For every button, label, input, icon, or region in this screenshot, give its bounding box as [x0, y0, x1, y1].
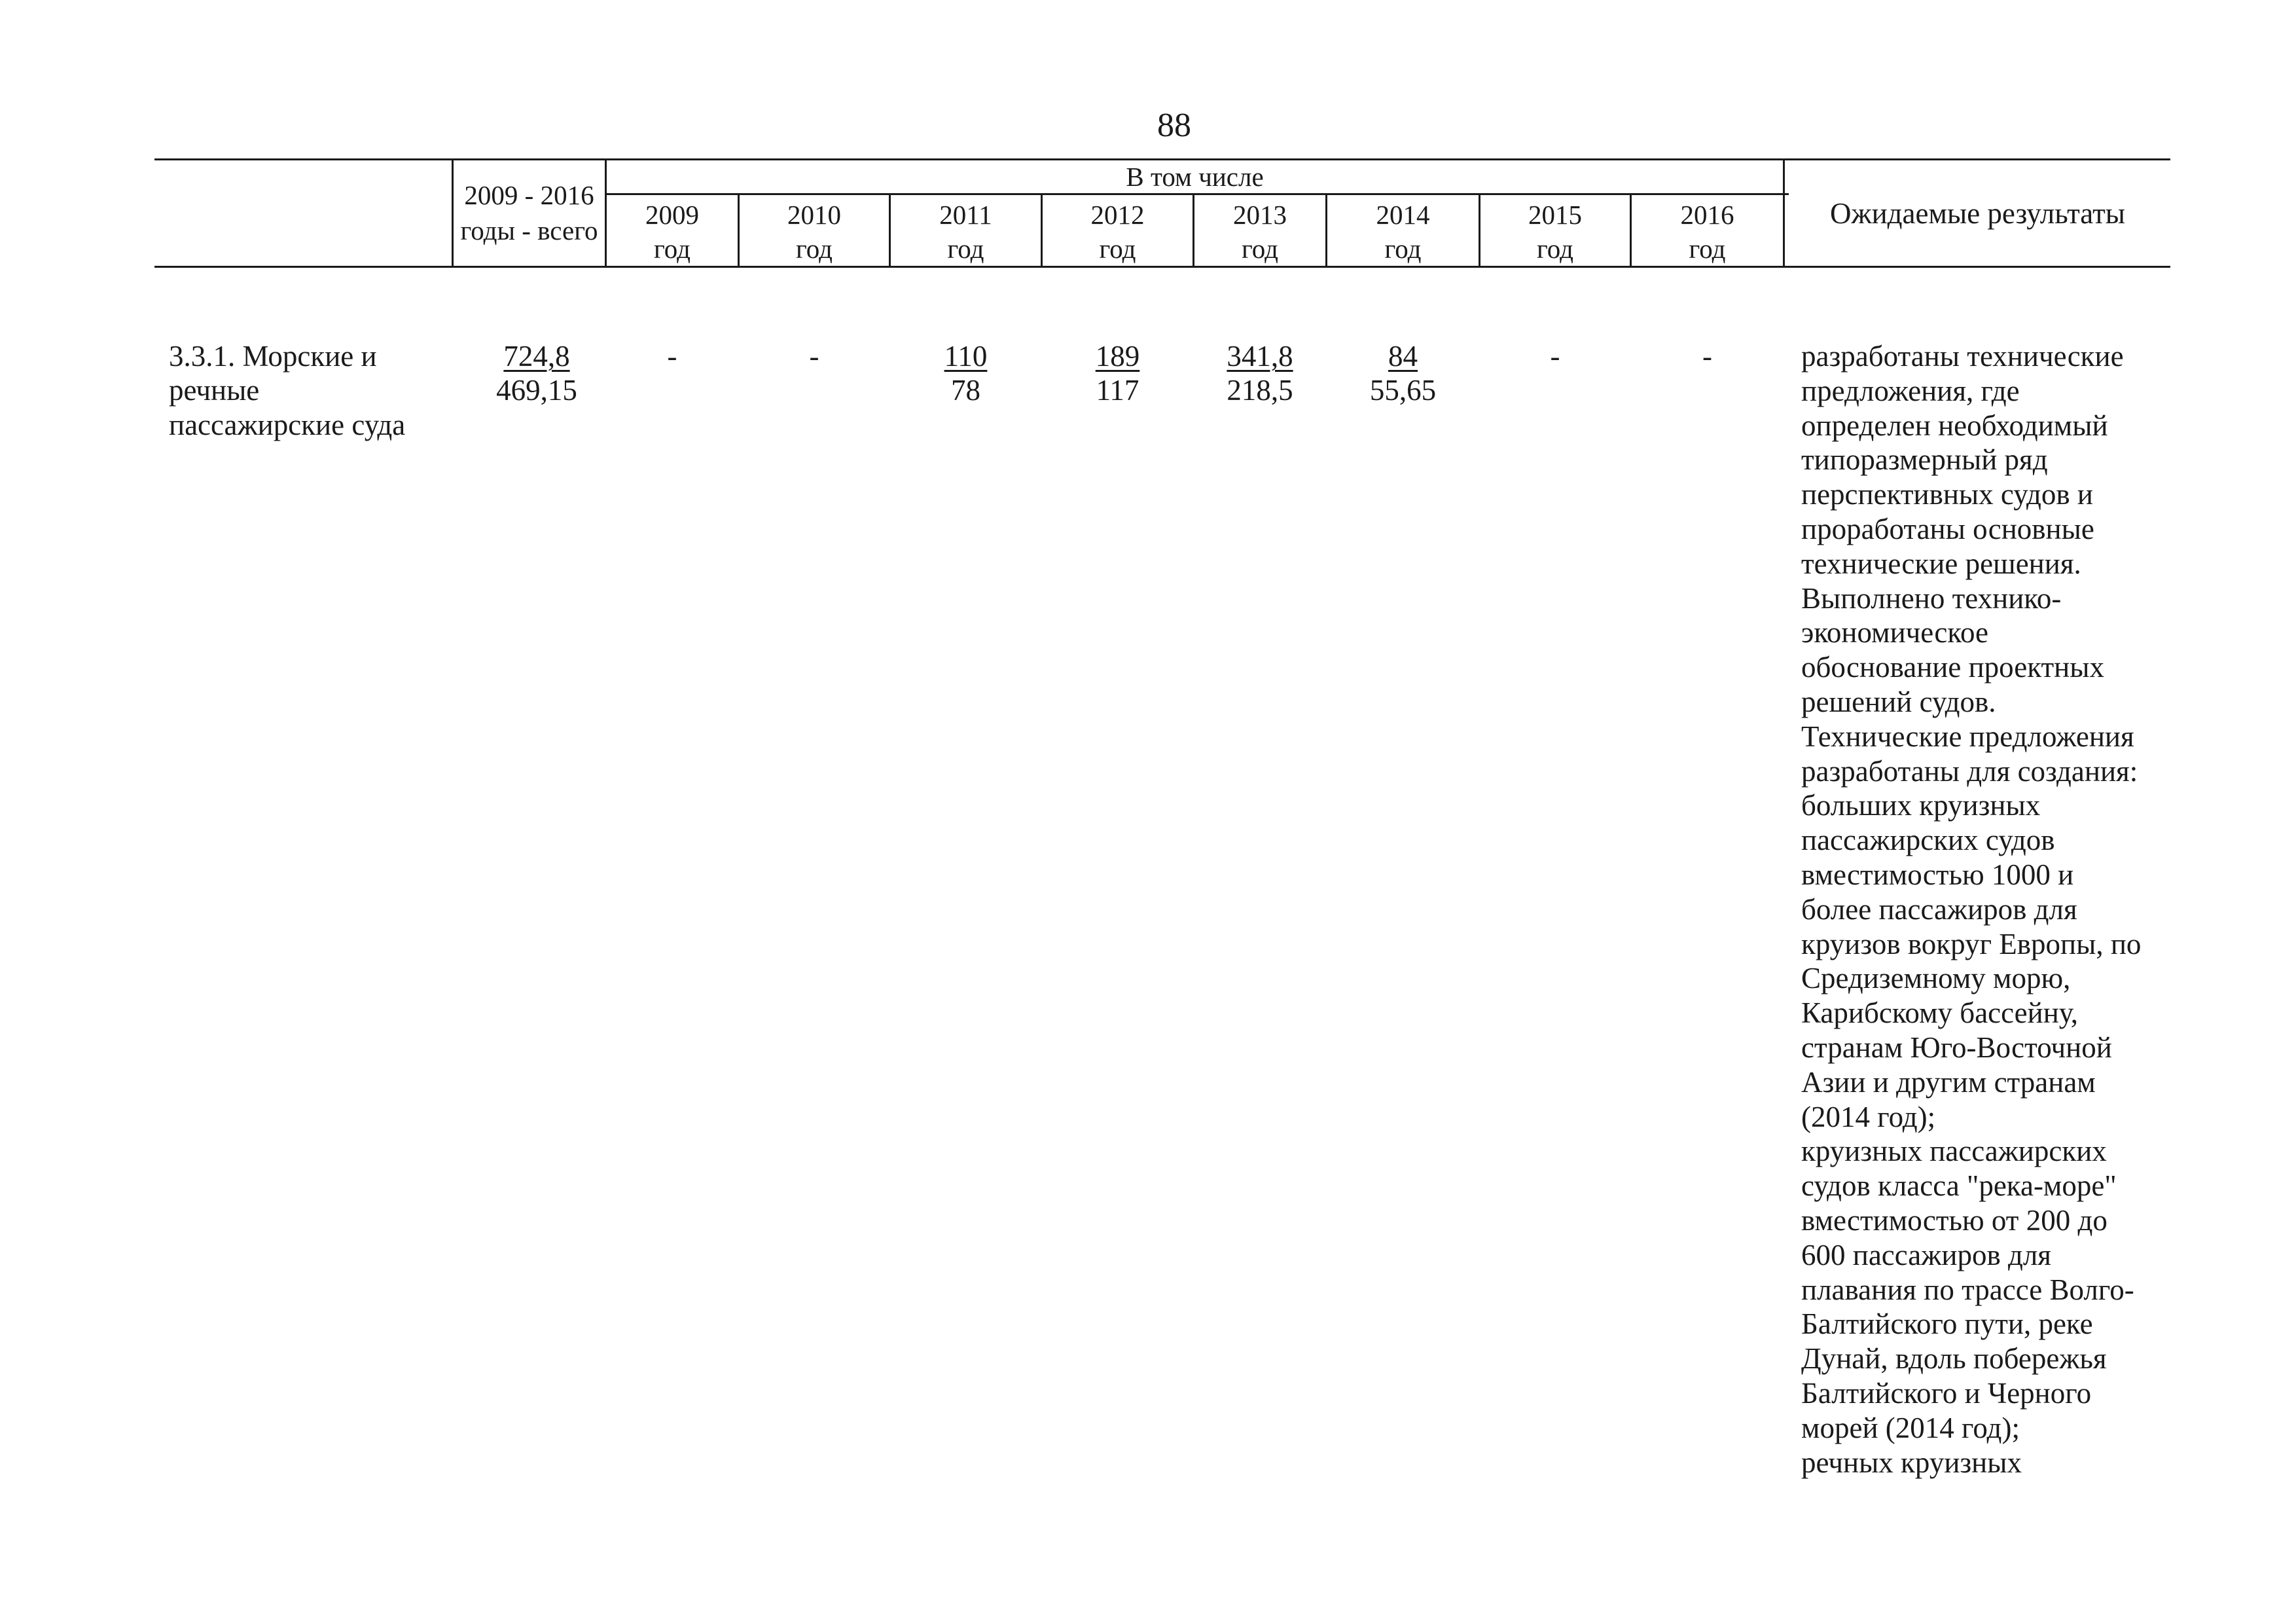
result-line: Балтийского пути, реке [1801, 1307, 2093, 1341]
result-line: Азии и другим странам [1801, 1065, 2096, 1099]
table-header-bottom-rule [154, 266, 2170, 268]
row-2013-actual: 218,5 [1227, 374, 1293, 407]
header-year-2015: 2015 [1528, 200, 1582, 230]
header-year-2016: 2016 [1680, 200, 1734, 230]
header-year-2013: 2013 [1233, 200, 1287, 230]
result-line: плавания по трассе Волго- [1801, 1273, 2134, 1306]
result-line: предложения, где [1801, 374, 2020, 407]
header-year-2010: 2010 [787, 200, 841, 230]
result-line: Балтийского и Черного [1801, 1376, 2092, 1410]
header-total-line1: 2009 - 2016 [464, 180, 594, 210]
result-line: (2014 год); [1801, 1100, 1936, 1133]
result-line: 600 пассажиров для [1801, 1238, 2051, 1271]
header-year-2011-unit: год [947, 234, 984, 264]
result-line: Дунай, вдоль побережья [1801, 1342, 2107, 1376]
row-2015-value: - [1550, 340, 1560, 373]
row-2016-value: - [1702, 340, 1712, 373]
result-line: экономическое [1801, 616, 1988, 649]
result-line: судов класса "река-море" [1801, 1169, 2117, 1203]
row-2014-actual: 55,65 [1369, 374, 1437, 407]
row-2012-actual: 117 [1096, 374, 1139, 407]
row-2014-plan: 84 [1388, 340, 1418, 373]
row-2011-actual: 78 [951, 374, 980, 407]
result-line: проработаны основные [1801, 512, 2094, 545]
header-group-label: В том числе [1126, 162, 1264, 192]
result-line: морей (2014 год); [1801, 1411, 2020, 1444]
header-year-2014-unit: год [1384, 234, 1422, 264]
header-year-2011: 2011 [939, 200, 992, 230]
row-2013-plan: 341,8 [1227, 340, 1293, 373]
header-year-2013-unit: год [1242, 234, 1278, 264]
result-line: круизов вокруг Европы, по [1801, 927, 2142, 960]
header-year-2010-unit: год [796, 234, 833, 264]
row-name-line2: речные [169, 374, 260, 407]
header-year-2015-unit: год [1537, 234, 1573, 264]
header-year-2016-unit: год [1689, 234, 1726, 264]
page-number: 88 [1157, 107, 1191, 144]
result-line: вместимостью от 200 до [1801, 1203, 2108, 1237]
result-line: решений судов. [1801, 685, 1996, 718]
row-2012-plan: 189 [1095, 340, 1140, 373]
row-name-line1: 3.3.1. Морские и [169, 340, 377, 373]
result-line: обоснование проектных [1801, 651, 2104, 684]
header-results: Ожидаемые результаты [1829, 197, 2125, 230]
result-line: определен необходимый [1801, 409, 2108, 442]
header-total-line2: годы - всего [460, 215, 598, 246]
row-2011-plan: 110 [944, 340, 988, 373]
header-year-2009-unit: год [654, 234, 691, 264]
result-line: разработаны для создания: [1801, 754, 2138, 788]
row-name-line3: пассажирские суда [169, 409, 406, 441]
row-2010-value: - [809, 340, 819, 373]
result-line: вместимостью 1000 и [1801, 858, 2074, 891]
result-line: больших круизных [1801, 789, 2041, 822]
row-total-actual: 469,15 [496, 374, 577, 407]
result-line: Средиземному морю, [1801, 962, 2071, 995]
result-line: речных круизных [1801, 1446, 2022, 1479]
result-line: Карибскому бассейну, [1801, 996, 2079, 1030]
result-line: разработаны технические [1801, 340, 2124, 373]
header-year-2012: 2012 [1090, 200, 1145, 230]
result-line: более пассажиров для [1801, 892, 2077, 926]
result-line: пассажирских судов [1801, 824, 2055, 857]
result-line: Выполнено технико- [1801, 581, 2062, 615]
result-line: технические решения. [1801, 547, 2081, 580]
result-line: перспективных судов и [1801, 478, 2093, 511]
row-total-plan: 724,8 [503, 340, 570, 373]
header-year-2009: 2009 [645, 200, 699, 230]
result-line: типоразмерный ряд [1801, 443, 2048, 477]
row-2009-value: - [667, 340, 677, 373]
result-line: круизных пассажирских [1801, 1135, 2107, 1168]
row-results [1801, 339, 2168, 1480]
header-year-2012-unit: год [1099, 234, 1136, 264]
result-line: Технические предложения [1801, 720, 2134, 753]
result-line: странам Юго-Восточной [1801, 1030, 2112, 1064]
header-year-2014: 2014 [1376, 200, 1430, 230]
